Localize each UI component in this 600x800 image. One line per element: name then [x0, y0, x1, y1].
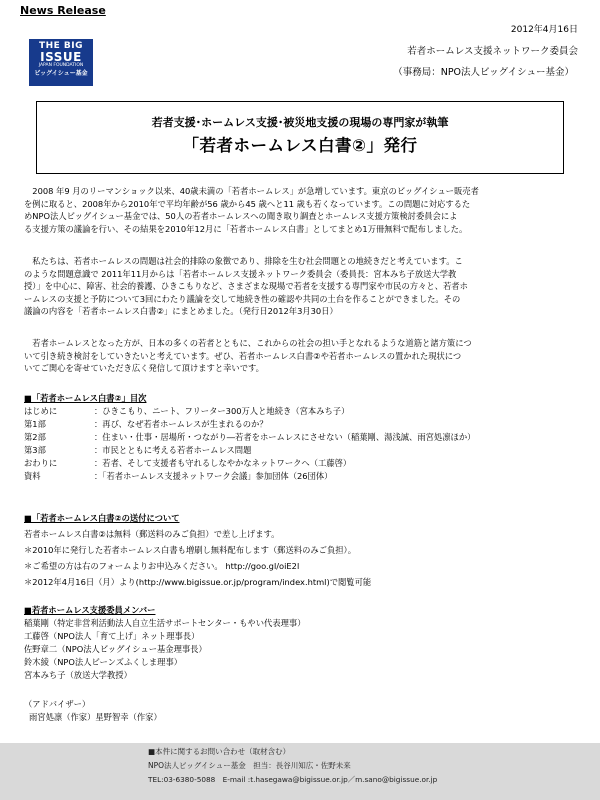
toc-item-text: ：ひきこもり、ニート、フリーター300万人と地続き（宮本みち子）: [94, 406, 350, 416]
paragraph-line: 授）」を中心に、障害、社会的養護、ひきこもりなど、さまざまな現場で若者を支援する専門家や市民の方々と、若者ホ: [24, 281, 468, 291]
members-section: [24, 604, 584, 682]
toc-item: [24, 418, 584, 431]
contact-footer: [0, 743, 600, 800]
title-main: 「若者ホームレス白書②」発行: [182, 136, 418, 155]
toc-item: [24, 431, 584, 444]
paragraph-line: めNPO法人ビッグイシュー基金では、50人の若者ホームレスへの聞き取り調査とホームレス支援方策検討委員会によ: [24, 211, 458, 221]
toc-item-text: ：「若者ホームレス支援ネットワーク会議」参加団体（26団体）: [94, 471, 333, 481]
shipping-line: ＊2010年に発行した若者ホームレス白書も増刷し無料配布します（郵送料のみご負担）。: [24, 545, 357, 555]
title-subtitle: 若者支援･ホームレス支援･被災地支援の現場の専門家が執筆: [151, 116, 449, 129]
footer-line1: ■本件に関するお問い合わせ（取材含む）: [148, 747, 291, 756]
logo-line4: ビッグイシュー基金: [34, 70, 88, 77]
shipping-line: ＊ご希望の方は右のフォームよりお申込みください。 http://goo.gl/oiE2l: [24, 561, 300, 571]
shipping-heading: ■「若者ホームレス白書②の送付について: [24, 513, 180, 523]
toc-item-text: ：住まい・仕事・居場所・つながり―若者をホームレスにさせない（稲葉剛、湯浅誠、雨宮処凛ほか）: [94, 432, 476, 442]
toc-item-key: 資料: [24, 471, 41, 481]
organization-name: 若者ホームレス支援ネットワーク委員会: [407, 46, 578, 57]
paragraph-line: を例に取ると、2008年から2010年で平均年齢が56 歳から45 歳へと11 歳も若くなっています。この問題に対応するた: [24, 198, 471, 209]
paragraph-line: る支援方策の議論を行い、その結果を2010年12月に「若者ホームレス白書」としてまとめ1万冊無料で配布しました。: [24, 223, 468, 234]
toc-item-text: ：市民とともに考える若者ホームレス問題: [94, 445, 252, 455]
news-release-label: News Release: [20, 4, 106, 17]
shipping-line: 若者ホームレス白書②は無料（郵送料のみご負担）で差し上げます。: [24, 529, 280, 539]
toc-item-key: 第3部: [24, 445, 46, 455]
paragraph-line: 2008 年9 月のリーマンショック以来、40歳未満の「若者ホームレス」が急増しています。東京のビッグイシュー販売者: [24, 186, 479, 196]
toc-item: [24, 444, 584, 457]
paragraph-line: 私たちは、若者ホームレスの問題は社会的排除の象徴であり、排除を生む社会問題との地続きだと考えています。こ: [24, 256, 463, 266]
advisors-heading: （アドバイザー）: [24, 699, 91, 709]
toc-section: [24, 392, 584, 483]
paragraph-3: [24, 337, 576, 375]
member-line: 佐野章二（NPO法人ビッグイシュー基金理事長）: [24, 644, 207, 654]
member-line: 稲葉剛（特定非営利活動法人自立生活サポートセンター・もやい代表理事）: [24, 618, 306, 628]
logo-line3: JAPAN FOUNDATION: [38, 63, 84, 68]
footer-line2: NPO法人ビッグイシュー基金 担当：長谷川知広・佐野未来: [148, 761, 351, 770]
advisors-line: 雨宮処凛（作家）星野智幸（作家）: [29, 712, 162, 722]
big-issue-logo: [29, 39, 93, 86]
toc-item-text: ：若者、そして支援者も守れるしなやかなネットワークへ（工藤啓）: [94, 458, 352, 468]
toc-item-key: はじめに: [24, 406, 58, 416]
toc-heading: ■「若者ホームレス白書②」目次: [24, 393, 147, 403]
paragraph-line: いて引き続き検討をしていきたいと考えています。ぜひ、若者ホームレス白書②や若者ホームレスの置かれた現状につ: [24, 350, 462, 361]
toc-item: [24, 457, 584, 470]
members-heading: ■若者ホームレス支援委員メンバー: [24, 605, 156, 615]
logo-line1: THE BIG: [38, 41, 84, 51]
paragraph-line: 若者ホームレスとなった方が、日本の多くの若者とともに、これからの社会の担い手となれるような道筋と諸方策につ: [24, 338, 472, 348]
member-line: 鈴木綾（NPO法人ビーンズふくしま理事）: [24, 657, 183, 667]
member-line: 宮本みち子（放送大学教授）: [24, 670, 132, 680]
paragraph-2: [24, 255, 576, 318]
shipping-line: ＊2012年4月16日（月）より(http://www.bigissue.or.jp/program/index.html)で閲覧可能: [24, 577, 372, 587]
toc-item-key: 第1部: [24, 419, 46, 429]
toc-item-key: 第2部: [24, 432, 46, 442]
paragraph-line: のような問題意識で 2011年11月からは「若者ホームレス支援ネットワーク委員会（委員長：宮本みち子放送大学教: [24, 268, 457, 279]
logo-line2: ISSUE: [40, 50, 82, 64]
toc-item: [24, 405, 584, 418]
footer-line3: TEL:03-6380-5088 E-mail :t.hasegawa@bigissue.or.jp／m.sano@bigissue.or.jp: [148, 775, 438, 784]
paragraph-line: 議論の内容を「若者ホームレス白書②」にまとめました。（発行日2012年3月30日）: [24, 306, 338, 316]
paragraph-1: [24, 185, 576, 235]
shipping-section: [24, 512, 584, 589]
release-date: 2012年4月16日: [510, 25, 578, 35]
paragraph-line: いてご関心を寄せていただき広く発信して頂けますと幸いです。: [24, 363, 264, 373]
toc-item-text: ：再び、なぜ若者ホームレスが生まれるのか？: [94, 419, 268, 429]
secretariat-name: （事務局：NPO法人ビッグイシュー基金）: [393, 67, 574, 78]
title-box: [36, 101, 564, 174]
toc-item: [24, 470, 584, 483]
advisors-section: [24, 698, 584, 724]
toc-item-key: おわりに: [24, 458, 58, 468]
member-line: 工藤啓（NPO法人「育て上げ」ネット理事長）: [24, 631, 200, 641]
paragraph-line: ームレスの支援と予防について3回にわたり議論を交して地続き性の確認や共同の土台を作ることができました。その: [24, 293, 461, 304]
